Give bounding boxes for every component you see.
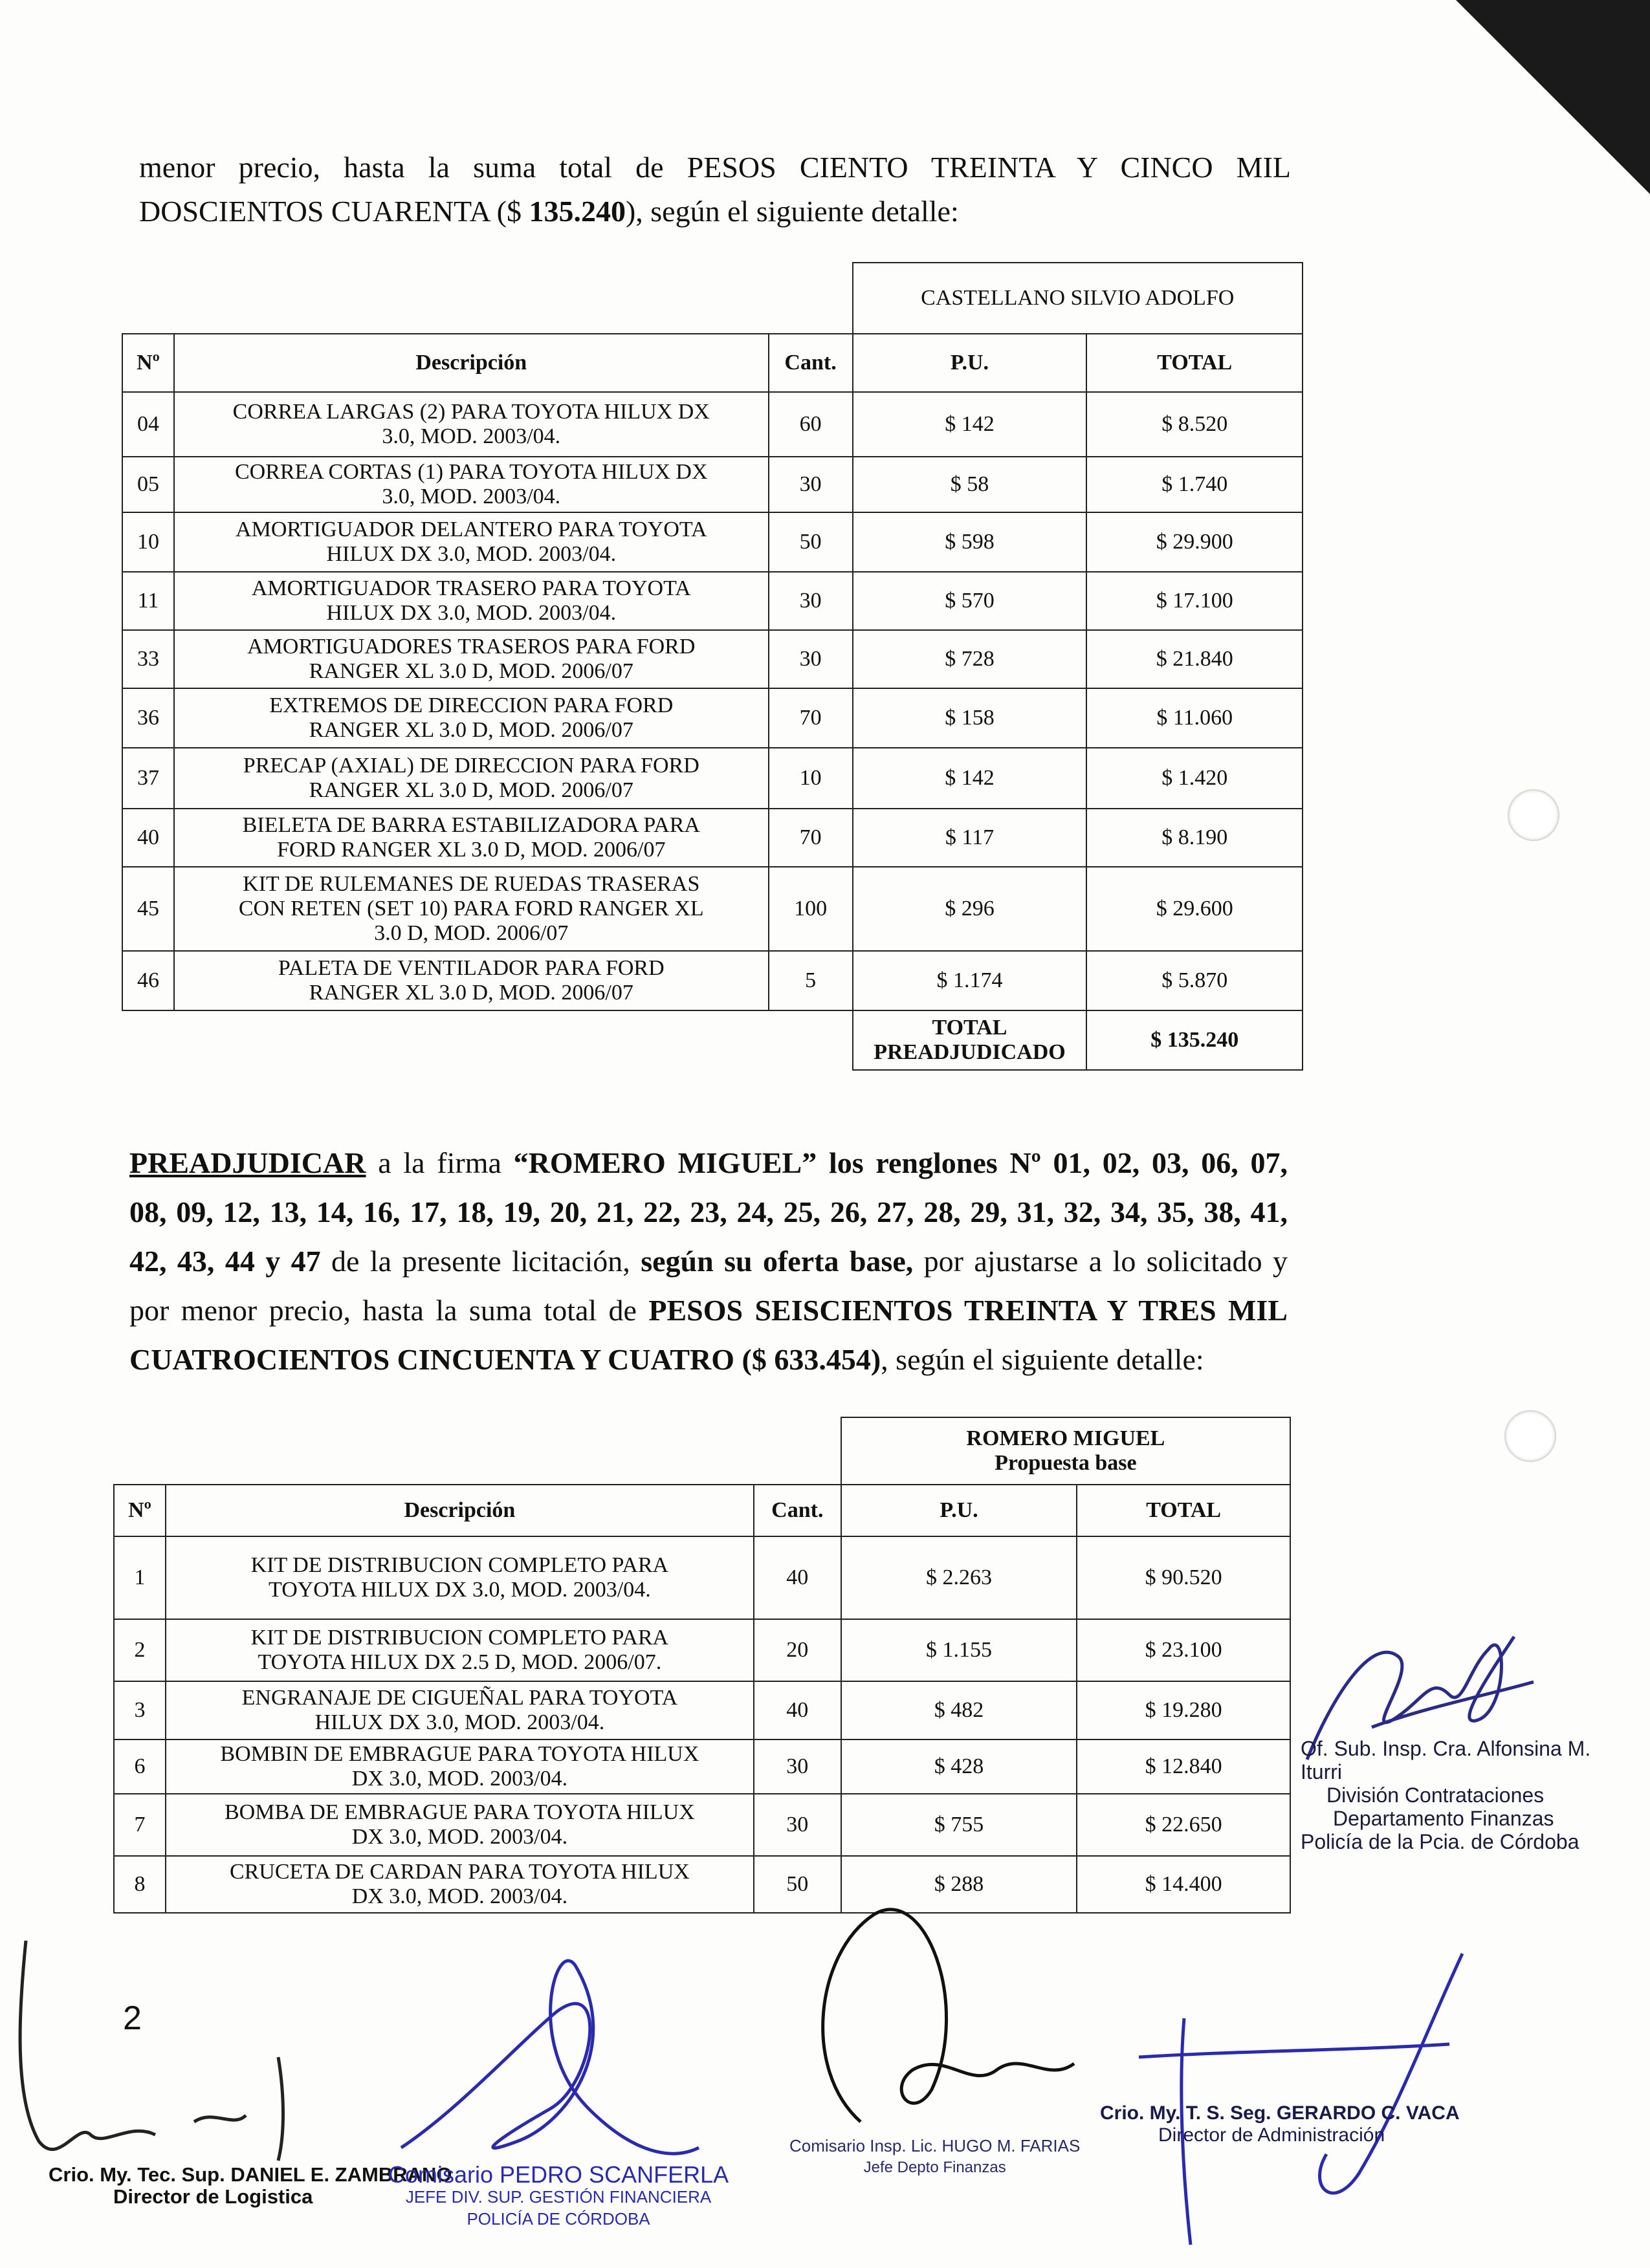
row-qty: 70: [769, 688, 853, 748]
desc-line: KIT DE RULEMANES DE RUEDAS TRASERAS: [243, 872, 700, 896]
p2-text: a la firma: [366, 1146, 514, 1179]
col-header-num: Nº: [122, 334, 174, 392]
signature-farias: [764, 1876, 1100, 2148]
row-desc: [174, 809, 769, 867]
row-total: $ 29.900: [1086, 512, 1303, 572]
row-total: $ 11.060: [1086, 688, 1303, 748]
desc-line: FORD RANGER XL 3.0 D, MOD. 2006/07: [277, 838, 666, 862]
row-desc: [166, 1739, 754, 1794]
row-qty: 40: [754, 1681, 841, 1739]
desc-line: AMORTIGUADOR TRASERO PARA TOYOTA: [251, 576, 691, 600]
row-total: $ 90.520: [1077, 1536, 1290, 1619]
desc-line: DX 3.0, MOD. 2003/04.: [351, 1884, 568, 1908]
table-row: [114, 1794, 1290, 1856]
row-pu: $ 482: [841, 1681, 1077, 1739]
sig-title: Director de Administración: [1158, 2124, 1385, 2146]
table-row: [114, 1536, 1290, 1619]
row-num: 7: [114, 1794, 166, 1856]
p2-text: por ajustarse a lo solicitado y: [913, 1245, 1288, 1278]
row-desc: [174, 688, 769, 748]
row-pu: $ 598: [853, 512, 1087, 572]
table-row: [114, 1619, 1290, 1681]
desc-line: PALETA DE VENTILADOR PARA FORD: [278, 956, 665, 980]
signature-block-farias: [789, 2135, 1080, 2179]
page-number: 2: [123, 2000, 142, 2037]
row-desc: [166, 1794, 754, 1856]
row-qty: 100: [769, 867, 853, 951]
row-num: 40: [122, 809, 174, 867]
row-total: $ 12.840: [1077, 1739, 1290, 1794]
p2-line-4: [129, 1286, 1288, 1335]
row-desc: [174, 748, 769, 809]
row-pu: $ 117: [853, 809, 1087, 867]
desc-line: TOYOTA HILUX DX 2.5 D, MOD. 2006/07.: [258, 1650, 662, 1674]
punch-hole: [1508, 789, 1559, 841]
desc-line: BOMBA DE EMBRAGUE PARA TOYOTA HILUX: [224, 1800, 695, 1824]
p2-line-2: 08, 09, 12, 13, 14, 16, 17, 18, 19, 20, 21, 22, 23, 24, 25, 26, 27, 28, 29, 31, 32, 34, 35, 38, 41,: [129, 1195, 1288, 1228]
desc-line: PRECAP (AXIAL) DE DIRECCION PARA FORD: [243, 754, 699, 778]
row-total: $ 17.100: [1086, 572, 1303, 630]
col-header-desc: Descripción: [166, 1485, 754, 1536]
row-desc: [174, 392, 769, 457]
desc-line: DX 3.0, MOD. 2003/04.: [351, 1825, 568, 1849]
p2-bold: PESOS SEISCIENTOS TREINTA Y TRES MIL: [648, 1294, 1288, 1327]
romero-table: [113, 1417, 1291, 1914]
sig-title: POLICÍA DE CÓRDOBA: [467, 2209, 650, 2229]
row-desc: [166, 1856, 754, 1913]
second-paragraph: [129, 1139, 1288, 1384]
row-num: 36: [122, 688, 174, 748]
table-row: [122, 867, 1303, 951]
row-pu: $ 158: [853, 688, 1087, 748]
sig-name: Crio. My. Tec. Sup. DANIEL E. ZAMBRANO: [49, 2163, 452, 2186]
row-pu: $ 1.155: [841, 1619, 1077, 1681]
row-total: $ 8.520: [1086, 392, 1303, 457]
col-header-num: Nº: [114, 1485, 166, 1536]
row-pu: $ 58: [853, 457, 1087, 512]
sig-name: Comisario Insp. Lic. HUGO M. FARIAS: [789, 2136, 1081, 2155]
sig-title: Jefe Depto Finanzas: [863, 2159, 1006, 2176]
intro-amount: 135.240: [529, 195, 626, 228]
row-qty: 20: [754, 1619, 841, 1681]
vendor-header: CASTELLANO SILVIO ADOLFO: [853, 263, 1303, 334]
stamp-line: División Contrataciones: [1326, 1783, 1545, 1807]
row-total: $ 8.190: [1086, 809, 1303, 867]
row-total: $ 1.420: [1086, 748, 1303, 809]
row-num: 8: [114, 1856, 166, 1913]
row-desc: [166, 1536, 754, 1619]
col-header-pu: P.U.: [853, 334, 1087, 392]
desc-line: AMORTIGUADOR DELANTERO PARA TOYOTA: [236, 518, 707, 541]
p2-bold: según su oferta base,: [641, 1245, 914, 1278]
blank-cell: [122, 1010, 853, 1070]
blank-cell: [114, 1417, 841, 1485]
total-label-line: TOTAL: [932, 1016, 1007, 1040]
table-row: [114, 1681, 1290, 1739]
row-total: $ 29.600: [1086, 867, 1303, 951]
table-row: [122, 572, 1303, 630]
row-desc: [166, 1681, 754, 1739]
row-desc: [174, 951, 769, 1010]
row-qty: 30: [769, 457, 853, 512]
row-num: 37: [122, 748, 174, 809]
stamp-line: Policía de la Pcia. de Córdoba: [1301, 1830, 1579, 1853]
row-num: 04: [122, 392, 174, 457]
desc-line: 3.0, MOD. 2003/04.: [382, 424, 561, 448]
desc-line: TOYOTA HILUX DX 3.0, MOD. 2003/04.: [269, 1578, 651, 1602]
row-qty: 30: [754, 1739, 841, 1794]
row-pu: $ 2.263: [841, 1536, 1077, 1619]
page-corner-shadow: [1456, 0, 1650, 194]
castellano-table: [122, 262, 1303, 1071]
punch-hole: [1504, 1410, 1556, 1462]
p2-line-3: [129, 1237, 1288, 1286]
row-pu: $ 142: [853, 748, 1087, 809]
desc-line: BIELETA DE BARRA ESTABILIZADORA PARA: [242, 813, 700, 837]
desc-line: AMORTIGUADORES TRASEROS PARA FORD: [247, 635, 696, 659]
row-desc: [174, 630, 769, 688]
desc-line: 3.0 D, MOD. 2006/07: [374, 921, 569, 945]
row-total: $ 19.280: [1077, 1681, 1290, 1739]
desc-line: KIT DE DISTRIBUCION COMPLETO PARA: [250, 1553, 669, 1577]
table-row: [122, 630, 1303, 688]
row-desc: [174, 867, 769, 951]
desc-line: CORREA LARGAS (2) PARA TOYOTA HILUX DX: [232, 400, 710, 424]
row-pu: $ 1.174: [853, 951, 1087, 1010]
row-pu: $ 428: [841, 1739, 1077, 1794]
row-total: $ 21.840: [1086, 630, 1303, 688]
p2-line-1: [129, 1139, 1288, 1188]
row-num: 2: [114, 1619, 166, 1681]
desc-line: RANGER XL 3.0 D, MOD. 2006/07: [309, 778, 633, 802]
row-qty: 50: [769, 512, 853, 572]
desc-line: ENGRANAJE DE CIGUEÑAL PARA TOYOTA: [241, 1686, 678, 1710]
p2-text: por menor precio, hasta la suma total de: [129, 1294, 649, 1327]
desc-line: CON RETEN (SET 10) PARA FORD RANGER XL: [238, 897, 704, 921]
intro-text: DOSCIENTOS CUARENTA ($: [139, 195, 529, 228]
stamp-line: Departamento Finanzas: [1333, 1807, 1554, 1830]
desc-line: CORREA CORTAS (1) PARA TOYOTA HILUX DX: [235, 460, 708, 484]
desc-line: RANGER XL 3.0 D, MOD. 2006/07: [309, 718, 633, 742]
row-pu: $ 570: [853, 572, 1087, 630]
total-label-line: PREADJUDICADO: [874, 1040, 1066, 1064]
preadjudicar-keyword: PREADJUDICAR: [129, 1146, 366, 1179]
table-row: [122, 512, 1303, 572]
row-qty: 40: [754, 1536, 841, 1619]
row-num: 05: [122, 457, 174, 512]
row-pu: $ 728: [853, 630, 1087, 688]
sig-name: Comisario PEDRO SCANFERLA: [388, 2161, 729, 2188]
total-label: [853, 1010, 1087, 1070]
blank-cell: [122, 263, 853, 334]
p2-text: de la presente licitación,: [320, 1245, 641, 1278]
total-value: $ 135.240: [1086, 1010, 1303, 1070]
intro-text-end: ), según el siguiente detalle:: [625, 195, 959, 228]
col-header-pu: P.U.: [841, 1485, 1077, 1536]
row-num: 45: [122, 867, 174, 951]
row-desc: [174, 512, 769, 572]
row-total: $ 5.870: [1086, 951, 1303, 1010]
intro-paragraph: [139, 146, 1291, 234]
row-pu: $ 288: [841, 1856, 1077, 1913]
desc-line: EXTREMOS DE DIRECCION PARA FORD: [269, 693, 674, 717]
stamp-iturri: [1301, 1737, 1611, 1853]
sig-title: Director de Logistica: [113, 2185, 313, 2208]
desc-line: 3.0, MOD. 2003/04.: [382, 485, 561, 508]
row-desc: [174, 572, 769, 630]
row-num: 10: [122, 512, 174, 572]
signature-scanferla: [362, 1915, 725, 2186]
table-row: [122, 392, 1303, 457]
row-desc: [166, 1619, 754, 1681]
desc-line: CRUCETA DE CARDAN PARA TOYOTA HILUX: [229, 1860, 690, 1884]
row-qty: 60: [769, 392, 853, 457]
vendor-name: ROMERO MIGUEL: [966, 1426, 1165, 1450]
row-qty: 50: [754, 1856, 841, 1913]
vendor-sub: Propuesta base: [995, 1451, 1137, 1475]
p2-bold: “ROMERO MIGUEL” los renglones Nº 01, 02, 03, 06, 07,: [513, 1146, 1288, 1179]
table-row: [114, 1739, 1290, 1794]
col-header-total: TOTAL: [1077, 1485, 1290, 1536]
desc-line: HILUX DX 3.0, MOD. 2003/04.: [326, 542, 617, 566]
desc-line: RANGER XL 3.0 D, MOD. 2006/07: [309, 659, 633, 683]
p2-text: , según el siguiente detalle:: [881, 1343, 1204, 1376]
sig-title: JEFE DIV. SUP. GESTIÓN FINANCIERA: [405, 2187, 712, 2207]
table-row: [122, 688, 1303, 748]
row-pu: $ 755: [841, 1794, 1077, 1856]
desc-line: KIT DE DISTRIBUCION COMPLETO PARA: [250, 1626, 669, 1650]
row-total: $ 22.650: [1077, 1794, 1290, 1856]
row-qty: 30: [769, 572, 853, 630]
col-header-qty: Cant.: [754, 1485, 841, 1536]
row-total: $ 23.100: [1077, 1619, 1290, 1681]
signature-vaca: [1113, 1941, 1527, 2251]
signature-zambrano: [0, 1928, 388, 2174]
row-qty: 70: [769, 809, 853, 867]
row-qty: 5: [769, 951, 853, 1010]
signature-block-vaca: [1100, 2102, 1460, 2146]
desc-line: RANGER XL 3.0 D, MOD. 2006/07: [309, 981, 633, 1005]
p2-line-5: [129, 1335, 1288, 1384]
row-pu: $ 142: [853, 392, 1087, 457]
desc-line: BOMBIN DE EMBRAGUE PARA TOYOTA HILUX: [220, 1742, 699, 1766]
table-row: [122, 457, 1303, 512]
row-qty: 30: [754, 1794, 841, 1856]
row-desc: [174, 457, 769, 512]
row-total: $ 14.400: [1077, 1856, 1290, 1913]
intro-line-2: [139, 190, 1291, 234]
signature-block-scanferla: [388, 2161, 729, 2230]
stamp-line: Of. Sub. Insp. Cra. Alfonsina M. Iturri: [1301, 1737, 1591, 1783]
desc-line: HILUX DX 3.0, MOD. 2003/04.: [314, 1710, 605, 1734]
p2-bold: 42, 43, 44 y 47: [129, 1245, 321, 1278]
row-num: 6: [114, 1739, 166, 1794]
sig-name: Crio. My. T. S. Seg. GERARDO C. VACA: [1100, 2102, 1460, 2124]
row-num: 46: [122, 951, 174, 1010]
desc-line: HILUX DX 3.0, MOD. 2003/04.: [326, 601, 617, 625]
row-num: 33: [122, 630, 174, 688]
vendor-header: [841, 1417, 1290, 1485]
row-qty: 30: [769, 630, 853, 688]
table-row: [114, 1856, 1290, 1913]
col-header-desc: Descripción: [174, 334, 769, 392]
row-total: $ 1.740: [1086, 457, 1303, 512]
col-header-qty: Cant.: [769, 334, 853, 392]
col-header-total: TOTAL: [1086, 334, 1303, 392]
row-num: 11: [122, 572, 174, 630]
desc-line: DX 3.0, MOD. 2003/04.: [351, 1767, 568, 1791]
intro-line-1: menor precio, hasta la suma total de PESOS CIENTO TREINTA Y CINCO MIL: [139, 151, 1291, 184]
table-row: [122, 951, 1303, 1010]
row-num: 3: [114, 1681, 166, 1739]
row-num: 1: [114, 1536, 166, 1619]
table-row: [122, 748, 1303, 809]
row-qty: 10: [769, 748, 853, 809]
p2-bold: CUATROCIENTOS CINCUENTA Y CUATRO ($ 633.454): [129, 1343, 881, 1376]
table-row: [122, 809, 1303, 867]
row-pu: $ 296: [853, 867, 1087, 951]
